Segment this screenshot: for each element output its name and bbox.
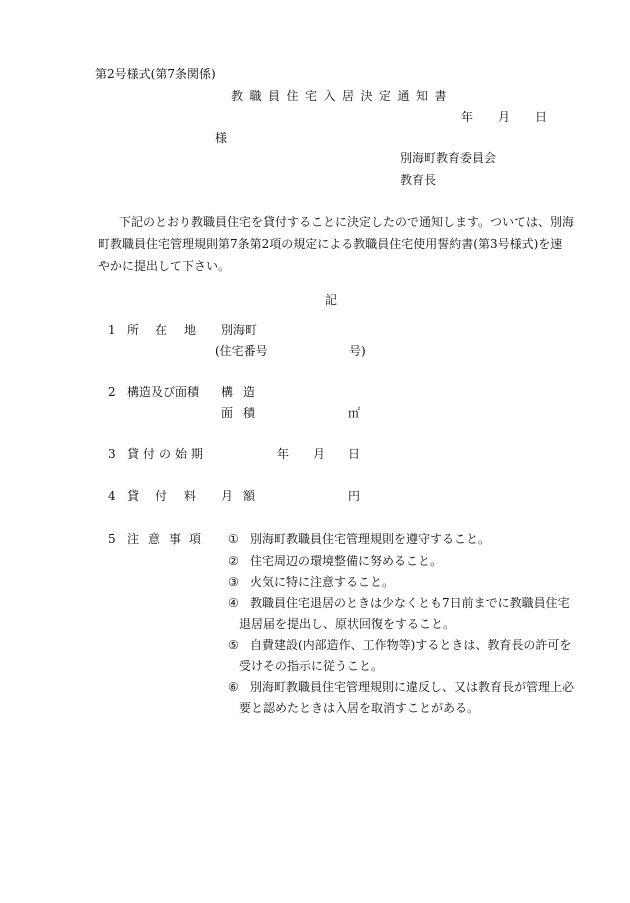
note-1-line-1: 別海町教職員住宅管理規則を遵守すること。: [250, 532, 491, 546]
date-day: 日: [535, 110, 548, 124]
body-line-2: 町教職員住宅管理規則第7条第2項の規定による教職員住宅使用誓約書(第3号様式)を速: [98, 237, 563, 251]
note-6-mark: ⑥: [228, 680, 239, 694]
area-label-1: 面: [221, 406, 234, 420]
item-5-label-4: 項: [189, 532, 202, 546]
house-number-prefix: (住宅番号: [215, 344, 268, 358]
item-5-label-2: 意: [148, 532, 161, 546]
start-day: 日: [348, 447, 361, 461]
item-3-number: 3: [108, 447, 116, 461]
monthly-label-2: 額: [243, 489, 256, 503]
structure-label-1: 構: [221, 385, 234, 399]
note-4-line-1: 教職員住宅退居のときは少なくとも7日前までに教職員住宅: [250, 596, 570, 610]
note-3-line-1: 火気に特に注意すること。: [250, 575, 395, 589]
note-6-line-1: 別海町教職員住宅管理規則に違反し、又は教育長が管理上必: [250, 680, 575, 694]
note-4-mark: ④: [228, 596, 239, 610]
item-1-label-1: 所: [127, 323, 140, 337]
area-unit: ㎡: [348, 406, 361, 420]
item-4-label-3: 料: [184, 489, 197, 503]
area-label-2: 積: [243, 406, 256, 420]
location-value: 別海町: [221, 323, 258, 337]
fee-unit: 円: [348, 489, 361, 503]
item-5-number: 5: [108, 532, 116, 546]
note-5-line-2: 受けその指示に従うこと。: [239, 659, 384, 673]
item-3-label: 貸付の始期: [127, 447, 208, 461]
item-1-number: 1: [108, 323, 116, 337]
document-title: 教職員住宅入居決定通知書: [231, 89, 454, 103]
item-2-label: 構造及び面積: [127, 385, 200, 399]
item-1-label-2: 在: [155, 323, 168, 337]
note-5-mark: ⑤: [228, 638, 239, 652]
ki-heading: 記: [325, 293, 338, 307]
structure-label-2: 造: [243, 385, 256, 399]
note-4-line-2: 退居届を提出し、原状回復をすること。: [239, 617, 456, 631]
note-3-mark: ③: [228, 575, 239, 589]
item-4-label-1: 貸: [127, 489, 140, 503]
note-1-mark: ①: [228, 532, 239, 546]
item-5-label-1: 注: [127, 532, 140, 546]
body-line-3: やかに提出して下さい。: [98, 259, 231, 273]
note-2-mark: ②: [228, 554, 239, 568]
note-6-line-2: 要と認めたときは入居を取消すことがある。: [239, 701, 480, 715]
item-4-label-2: 付: [155, 489, 168, 503]
note-2-line-1: 住宅周辺の環境整備に努めること。: [250, 554, 443, 568]
monthly-label-1: 月: [221, 489, 234, 503]
start-month: 月: [313, 447, 326, 461]
form-number: 第2号様式(第7条関係): [95, 67, 216, 81]
date-month: 月: [498, 110, 511, 124]
item-2-number: 2: [108, 385, 116, 399]
body-line-1: 下記のとおり教職員住宅を貸付することに決定したので通知します。ついては、別海: [119, 215, 575, 229]
sender-org: 別海町教育委員会: [400, 151, 497, 165]
item-5-label-3: 事: [169, 532, 182, 546]
house-number-suffix: 号): [349, 344, 366, 358]
date-year: 年: [461, 110, 474, 124]
item-4-number: 4: [108, 489, 116, 503]
item-1-label-3: 地: [184, 323, 197, 337]
addressee-suffix: 様: [215, 131, 228, 145]
sender-role: 教育長: [400, 173, 437, 187]
note-5-line-1: 自費建設(内部造作、工作物等)するときは、教育長の許可を: [250, 638, 572, 652]
start-year: 年: [277, 447, 290, 461]
